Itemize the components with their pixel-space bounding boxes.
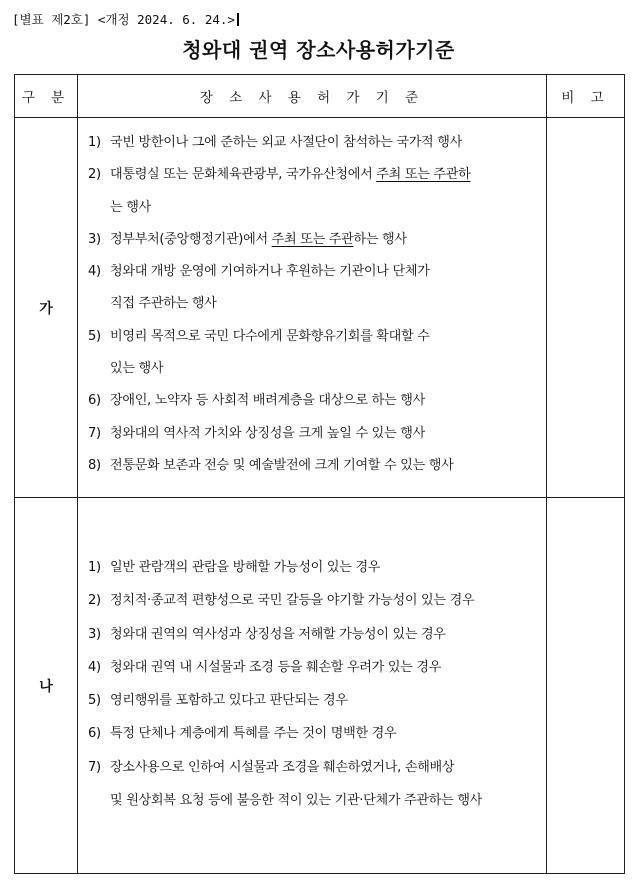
item-text: 영리행위를 포함하고 있다고 판단되는 경우 [110, 693, 348, 709]
item-number: 2) [88, 593, 101, 609]
na-list [78, 498, 546, 817]
item-number: 4) [88, 659, 101, 675]
item-text [110, 224, 534, 256]
item-number: 3) [88, 231, 101, 247]
list-item [88, 684, 534, 717]
item-text: 직접 주관하는 행사 [110, 296, 217, 312]
item-text: 국빈 방한이나 그에 준하는 외교 사절단이 참석하는 국가적 행사 [110, 135, 462, 150]
item-number: 4) [88, 264, 101, 280]
item-text-part: 정부부처(중앙행정기관)에서 [110, 231, 272, 247]
item-text: 장애인, 노약자 등 사회적 배려계층을 대상으로 하는 행사 [110, 393, 425, 409]
item-number: 5) [88, 328, 101, 344]
item-text: 전통문화 보존과 전승 및 예술발전에 크게 기여할 수 있는 행사 [110, 457, 454, 473]
list-item [88, 256, 534, 288]
item-number: 6) [88, 393, 101, 409]
remarks-cell-na [547, 498, 625, 874]
item-text: 청와대 권역의 역사성과 상징성을 저해할 가능성이 있는 경우 [110, 626, 446, 642]
category-ga: 가 [15, 118, 78, 498]
list-item [88, 651, 534, 684]
list-item [88, 159, 534, 191]
list-item [88, 450, 534, 482]
standards-cell-ga [78, 118, 547, 498]
list-item-continuation [88, 353, 534, 385]
item-text: 및 원상회복 요청 등에 불응한 적이 있는 기관·단체가 주관하는 행사 [110, 793, 483, 809]
item-text-part: 하는 행사 [353, 231, 407, 247]
header-category: 구 분 [15, 75, 78, 118]
category-na: 나 [15, 498, 78, 874]
text-cursor [237, 13, 239, 26]
list-item-continuation [88, 192, 534, 224]
appendix-header [12, 10, 239, 28]
item-underlined-text: 주최 또는 주관하 [376, 167, 471, 183]
list-item [88, 127, 534, 159]
table-row-ga [15, 118, 625, 498]
header-standard: 장 소 사 용 허 가 기 준 [78, 75, 547, 118]
item-text [110, 159, 534, 191]
item-text-part: 대통령실 또는 문화체육관광부, 국가유산청에서 [110, 167, 377, 183]
item-text: 장소사용으로 인하여 시설물과 조경을 훼손하였거나, 손해배상 [110, 759, 455, 775]
list-item [88, 551, 534, 584]
list-item [88, 618, 534, 651]
item-text: 청와대 권역 내 시설물과 조경 등을 훼손할 우려가 있는 경우 [110, 659, 442, 675]
standards-table [14, 74, 625, 874]
list-item [88, 418, 534, 450]
list-item [88, 321, 534, 353]
table-row-na [15, 498, 625, 874]
appendix-note: [별표 제2호] <개정 2024. 6. 24.> [12, 12, 235, 27]
list-item [88, 751, 534, 784]
item-number: 1) [88, 560, 101, 575]
item-number: 8) [88, 457, 101, 473]
item-text: 청와대의 역사적 가치와 상징성을 크게 높일 수 있는 행사 [110, 425, 425, 441]
item-number: 1) [88, 135, 101, 150]
standards-cell-na [78, 498, 547, 874]
ga-list [78, 118, 546, 482]
item-text: 비영리 목적으로 국민 다수에게 문화향유기회를 확대할 수 [110, 328, 430, 344]
header-remarks: 비 고 [547, 75, 625, 118]
item-text: 청와대 개방 운영에 기여하거나 후원하는 기관이나 단체가 [110, 264, 430, 280]
list-item-continuation [88, 784, 534, 817]
item-number: 7) [88, 425, 101, 441]
item-number: 7) [88, 759, 101, 775]
item-text: 있는 행사 [110, 361, 164, 377]
item-number: 2) [88, 167, 101, 183]
remarks-cell-ga [547, 118, 625, 498]
item-text: 정치적·종교적 편향성으로 국민 갈등을 야기할 가능성이 있는 경우 [110, 593, 475, 609]
list-item [88, 717, 534, 750]
list-item [88, 385, 534, 417]
item-text: 특정 단체나 계층에게 특혜를 주는 것이 명백한 경우 [110, 726, 397, 742]
list-item [88, 224, 534, 256]
list-item-continuation [88, 288, 534, 320]
item-number: 5) [88, 693, 101, 709]
item-text: 는 행사 [110, 199, 151, 215]
list-item [88, 584, 534, 617]
item-underlined-text: 주최 또는 주관 [271, 231, 354, 247]
page-title: 청와대 권역 장소사용허가기준 [182, 38, 455, 62]
table-header-row [15, 75, 625, 118]
item-text: 일반 관람객의 관람을 방해할 가능성이 있는 경우 [110, 560, 381, 575]
item-number: 3) [88, 626, 101, 642]
item-number: 6) [88, 726, 101, 742]
